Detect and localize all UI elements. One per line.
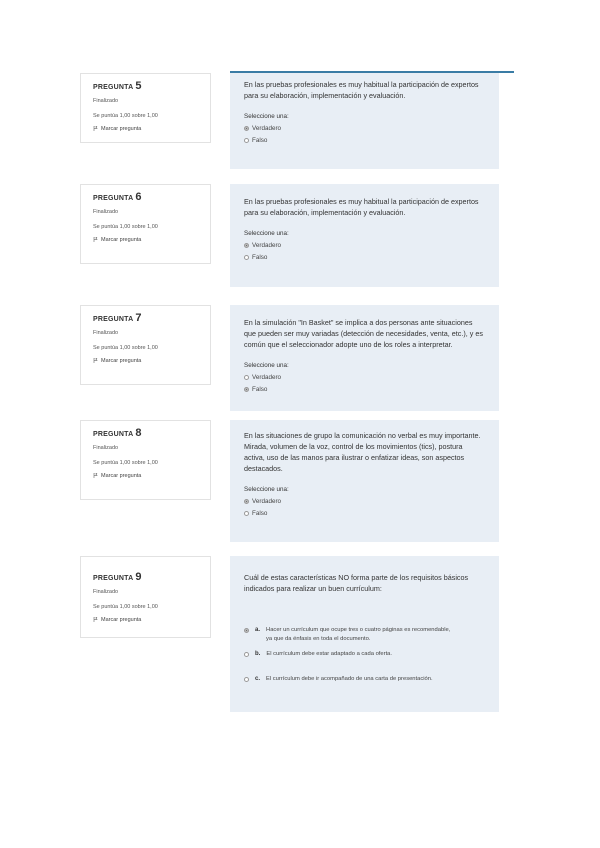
select-label: Seleccione una:: [244, 486, 289, 493]
question-number: 9: [135, 571, 142, 583]
question-status: Finalizado: [93, 330, 119, 336]
question-status: Finalizado: [93, 445, 119, 451]
question-info-7: [80, 305, 211, 385]
question-number-label: PREGUNTA 9: [93, 571, 142, 583]
radio-button[interactable]: [244, 677, 249, 682]
flag-icon: [93, 358, 98, 363]
select-label: Seleccione una:: [244, 113, 289, 120]
flag-label: Marcar pregunta: [101, 616, 142, 623]
question-status: Finalizado: [93, 98, 119, 104]
question-text: En las situaciones de grupo la comunicación no verbal es muy importante. Mirada, volumen de la voz, control de los movimientos (tics), postura activa, uso de las manos para ilustrar o enfatizar ideas, son aspectos destacados.: [244, 431, 481, 473]
question-number: 6: [135, 191, 142, 203]
question-status: Finalizado: [93, 209, 119, 215]
question-content-6: [230, 184, 499, 287]
flag-icon: [93, 473, 98, 478]
question-content-7: [230, 305, 499, 411]
radio-button[interactable]: [244, 511, 249, 516]
flag-label: Marcar pregunta: [101, 357, 142, 364]
radio-button[interactable]: [244, 628, 249, 633]
radio-button[interactable]: [244, 126, 249, 131]
radio-button[interactable]: [244, 652, 249, 657]
answer-text: Hacer un currículum que ocupe tres o cuatro páginas es recomendable, ya que da énfasis en toda el documento.: [266, 627, 451, 642]
radio-button[interactable]: [244, 387, 249, 392]
flag-label: Marcar pregunta: [101, 125, 142, 132]
question-score: Se puntúa 1,00 sobre 1,00: [93, 603, 158, 610]
question-text: En las pruebas profesionales es muy habitual la participación de expertos para su elaboración, implementación y evaluación.: [244, 80, 479, 100]
answer-a[interactable]: [244, 626, 485, 644]
question-score: Se puntúa 1,00 sobre 1,00: [93, 344, 158, 351]
flag-icon: [93, 126, 98, 131]
radio-button[interactable]: [244, 255, 249, 260]
radio-button[interactable]: [244, 499, 249, 504]
radio-button[interactable]: [244, 243, 249, 248]
flag-question-link[interactable]: [93, 358, 210, 364]
answer-text: El currículum debe ir acompañado de una carta de presentación.: [266, 676, 433, 682]
question-content-9: [230, 556, 499, 712]
question-content-5: [230, 73, 499, 169]
radio-button[interactable]: [244, 138, 249, 143]
question-number-label: PREGUNTA 7: [93, 312, 142, 324]
option-true[interactable]: Verdadero: [244, 374, 485, 381]
flag-question-link[interactable]: [93, 617, 210, 623]
answer-letter: b.: [255, 651, 261, 657]
question-score: Se puntúa 1,00 sobre 1,00: [93, 223, 158, 230]
option-true[interactable]: Verdadero: [244, 125, 485, 132]
question-number: 7: [135, 312, 142, 324]
option-true[interactable]: Verdadero: [244, 242, 485, 249]
answer-letter: c.: [255, 676, 261, 682]
radio-button[interactable]: [244, 375, 249, 380]
question-info-6: [80, 184, 211, 264]
question-info-5: [80, 73, 211, 143]
answer-b[interactable]: [244, 650, 485, 659]
select-label: Seleccione una:: [244, 362, 289, 369]
question-number-label: PREGUNTA 6: [93, 191, 142, 203]
question-info-8: [80, 420, 211, 500]
question-score: Se puntúa 1,00 sobre 1,00: [93, 459, 158, 466]
question-number: 8: [135, 427, 142, 439]
flag-question-link[interactable]: [93, 237, 210, 243]
flag-question-link[interactable]: [93, 126, 210, 132]
question-info-9: [80, 556, 211, 638]
option-true[interactable]: Verdadero: [244, 498, 485, 505]
flag-icon: [93, 617, 98, 622]
answer-letter: a.: [255, 627, 261, 633]
answer-text: El currículum debe estar adaptado a cada oferta.: [266, 651, 393, 657]
flag-label: Marcar pregunta: [101, 472, 142, 479]
question-text: En la simulación "In Basket" se implica a dos personas ante situaciones que pueden ser muy variadas (detección de necesidades, venta, etc.), y es común que el seleccionador adopte uno de los roles a interpretar.: [244, 318, 483, 349]
question-text: Cuál de estas características NO forma parte de los requisitos básicos indicados para realizar un buen currículum:: [244, 573, 469, 593]
flag-label: Marcar pregunta: [101, 236, 142, 243]
question-score: Se puntúa 1,00 sobre 1,00: [93, 112, 158, 119]
question-status: Finalizado: [93, 589, 119, 595]
option-false[interactable]: Falso: [244, 137, 485, 144]
question-text: En las pruebas profesionales es muy habitual la participación de expertos para su elaboración, implementación y evaluación.: [244, 197, 479, 217]
select-label: Seleccione una:: [244, 230, 289, 237]
question-number-label: PREGUNTA 5: [93, 80, 142, 92]
option-false[interactable]: Falso: [244, 254, 485, 261]
flag-icon: [93, 237, 98, 242]
option-false[interactable]: Falso: [244, 386, 485, 393]
answer-c[interactable]: [244, 675, 485, 684]
question-content-8: [230, 420, 499, 542]
option-false[interactable]: Falso: [244, 510, 485, 517]
flag-question-link[interactable]: [93, 473, 210, 479]
question-number-label: PREGUNTA 8: [93, 427, 142, 439]
question-number: 5: [135, 80, 142, 92]
